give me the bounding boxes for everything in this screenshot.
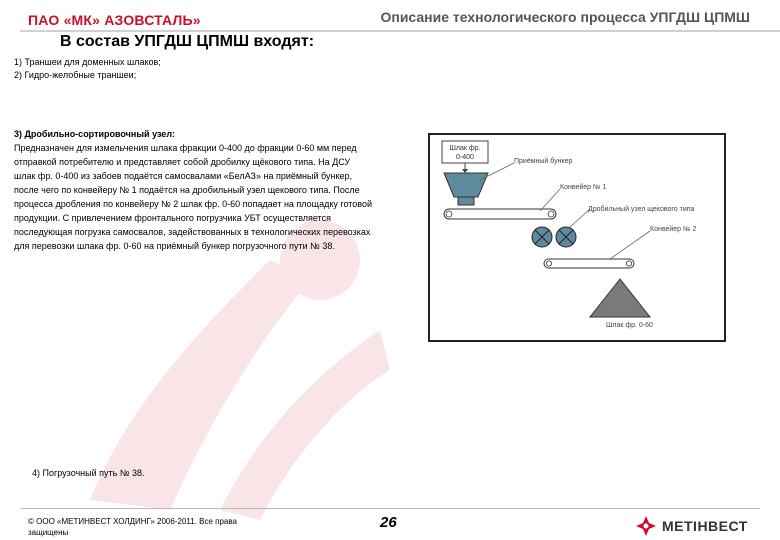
footer-divider [20, 508, 760, 509]
crusher-pointer [570, 209, 590, 227]
input-label-2: 0-400 [456, 154, 474, 161]
list-item: 1) Траншеи для доменных шлаков; [14, 57, 161, 67]
process-diagram [428, 133, 726, 342]
loading-track-item: 4) Погрузочный путь № 38. [32, 468, 145, 478]
conveyor-1-label: Конвейер № 1 [560, 184, 607, 191]
page-heading: В состав УПГДШ ЦПМШ входят: [60, 33, 315, 50]
page-number: 26 [380, 514, 397, 531]
conveyor-2-pointer [610, 231, 650, 259]
conveyor-2-label: Конвейер № 2 [650, 226, 697, 233]
company-logo [636, 516, 748, 536]
crushing-unit-section [14, 127, 374, 253]
input-arrowhead [462, 169, 468, 173]
product-pile [590, 279, 650, 317]
document-title: Описание технологического процесса УПГДШ ЦПМШ [380, 9, 750, 25]
hopper-label: Приёмный бункер [514, 158, 573, 165]
header-divider [20, 30, 780, 32]
crusher-label: Дробильный узел щекового типа [588, 206, 695, 213]
output-label: Шлак фр. 0-60 [606, 322, 653, 329]
logo-text: МЕТІНВЕСТ [662, 518, 748, 534]
conveyor-1-pointer [540, 189, 560, 211]
input-label-1: Шлак фр. [449, 145, 481, 152]
conveyor-1 [444, 209, 556, 219]
company-name: ПАО «МК» АЗОВСТАЛЬ» [28, 12, 201, 28]
section-title: 3) Дробильно-сортировочный узел: [14, 129, 176, 139]
copyright-text: © ООО «МЕТИНВЕСТ ХОЛДИНГ» 2006-2011. Все права защищены [28, 517, 237, 537]
hopper-pointer [480, 163, 514, 180]
composition-list [14, 56, 161, 82]
metinvest-logo-icon [636, 516, 656, 536]
conveyor-2 [544, 259, 634, 268]
process-diagram-svg [430, 135, 724, 340]
hopper-spout [458, 197, 474, 205]
list-item: 2) Гидро-желобные траншеи; [14, 70, 137, 80]
hopper-shape [444, 173, 488, 197]
section-text: Предназначен для измельчения шлака фракции 0-400 до фракции 0-60 мм перед отправкой потребителю и представляет собой дробилку щёкового типа. На ДСУ шлак фр. 0-400 из забоев подаётся самосвалами «БелАЗ» на приёмный бункер, после чего по конвейеру № 1 подаётся на дробильный узел щекового типа. После процесса дробления по конвейеру № 2 шлак фр. 0-60 попадает на площадку готовой продукции. С привлечением фронтального погрузчика УБТ осуществляется последующая погрузка самосвалов, задействованных в технологических перевозках для перевозки шлака фр. 0-60 на приёмный бункер погрузочного пути № 38. [14, 143, 372, 251]
